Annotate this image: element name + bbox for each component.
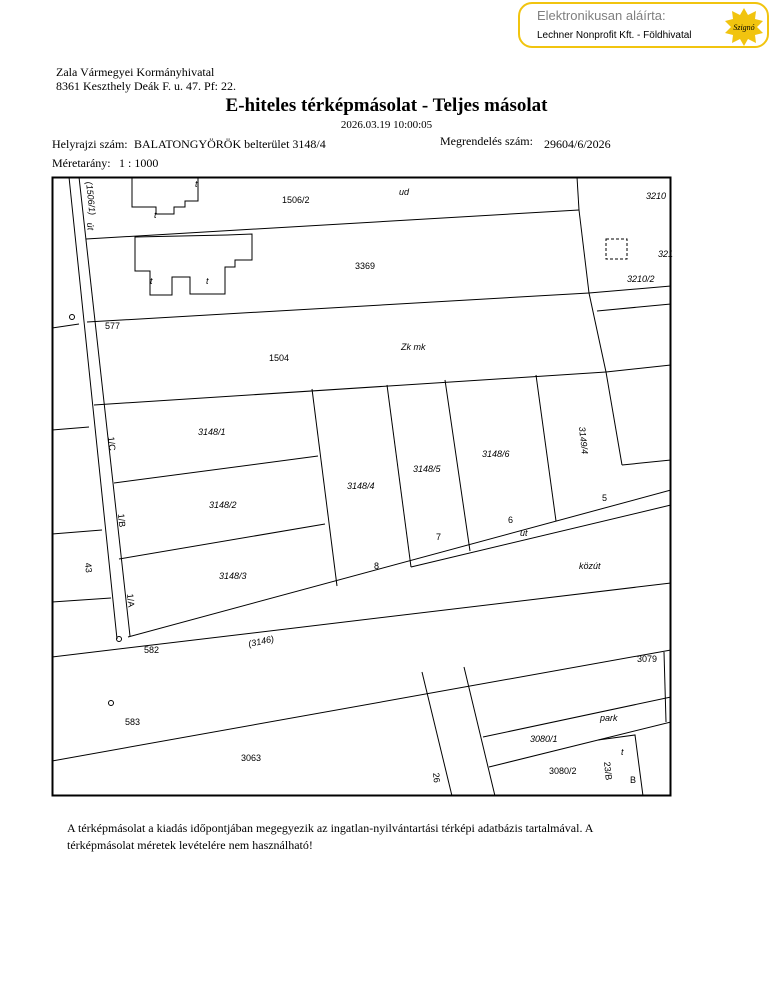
survey-marker-icon bbox=[117, 637, 122, 642]
land-use-label-park: park bbox=[600, 713, 618, 723]
survey-marker-icon bbox=[70, 315, 75, 320]
parcel-number-value: BALATONGYÖRÖK belterület 3148/4 bbox=[134, 137, 326, 151]
office-address: 8361 Keszthely Deák F. u. 47. Pf: 22. bbox=[56, 79, 237, 93]
building-outline bbox=[606, 239, 627, 259]
parcel-label-3080-2: 3080/2 bbox=[549, 766, 577, 776]
parcel-label-3148-5: 3148/5 bbox=[413, 464, 441, 474]
parcel-label-3148-3: 3148/3 bbox=[219, 571, 247, 581]
land-use-label-ud: ud bbox=[399, 187, 410, 197]
scale-value: 1 : 1000 bbox=[119, 156, 159, 170]
parcel-number-label: Helyrajzi szám: bbox=[52, 137, 128, 151]
house-number-5: 5 bbox=[602, 493, 608, 503]
parcel-label-3148-1: 3148/1 bbox=[198, 427, 226, 437]
parcel-label-577: 577 bbox=[105, 321, 121, 331]
parcel-label-3210-2: 3210/2 bbox=[627, 274, 655, 284]
parcel-label-3148-6: 3148/6 bbox=[482, 449, 510, 459]
parcel-label-3080-1: 3080/1 bbox=[530, 734, 558, 744]
office-name: Zala Vármegyei Kormányhivatal bbox=[56, 65, 215, 79]
building-type-t: t bbox=[150, 276, 153, 286]
building-outline bbox=[135, 234, 252, 295]
e-signature-box bbox=[518, 2, 769, 48]
road-label-kozut: közút bbox=[579, 561, 601, 571]
road-label-1506-1: (1506/1) bbox=[84, 181, 98, 216]
document-title: E-hiteles térképmásolat - Teljes másolat bbox=[225, 95, 548, 116]
parcel-label-3149-4: 3149/4 bbox=[577, 426, 590, 455]
parcel-label-3063: 3063 bbox=[241, 753, 262, 763]
survey-marker-icon bbox=[109, 701, 114, 706]
seal-text: Szignó bbox=[733, 23, 755, 32]
house-number-1a: 1/A bbox=[125, 593, 137, 608]
scale-label: Méretarány: bbox=[52, 156, 111, 170]
order-number-label: Megrendelés szám: bbox=[440, 134, 533, 148]
building-type-t: t bbox=[195, 179, 198, 189]
land-use-label-zk-mk: Zk mk bbox=[401, 342, 426, 352]
signature-title: Elektronikusan aláírta: bbox=[537, 8, 666, 23]
cadastral-map bbox=[52, 177, 674, 796]
parcel-label-3146: (3146) bbox=[247, 633, 275, 649]
parcel-label-3210: 3210 bbox=[646, 191, 667, 201]
house-number-6: 6 bbox=[508, 515, 514, 525]
building-label-b: B bbox=[630, 775, 637, 785]
road-label-ut: út bbox=[85, 222, 96, 231]
disclaimer-note: A térképmásolat a kiadás időpontjában megegyezik az ingatlan-nyilvántartási térképi adatbázis tartalmával. A térképmásolat méretek levételére nem használható! bbox=[67, 821, 593, 852]
house-number-8: 8 bbox=[374, 561, 380, 571]
house-number-23b: 23/B bbox=[602, 761, 614, 781]
parcel-label-582: 582 bbox=[144, 645, 160, 655]
signature-issuer: Lechner Nonprofit Kft. - Földhivatal bbox=[537, 30, 692, 41]
parcel-label-321: 321 bbox=[658, 249, 674, 259]
road-label-ut-service: út bbox=[520, 528, 528, 538]
parcel-label-3079: 3079 bbox=[637, 654, 658, 664]
house-number-43: 43 bbox=[83, 562, 95, 574]
parcel-label-1504: 1504 bbox=[269, 353, 290, 363]
building-type-t: t bbox=[206, 276, 209, 286]
parcel-label-583: 583 bbox=[125, 717, 141, 727]
issue-datetime: 2026.03.19 10:00:05 bbox=[340, 119, 433, 131]
house-number-1c: 1/C bbox=[106, 436, 118, 452]
order-number-value: 29604/6/2026 bbox=[544, 137, 611, 151]
parcel-label-3148-4: 3148/4 bbox=[347, 481, 375, 491]
parcel-label-3369: 3369 bbox=[355, 261, 376, 271]
house-number-26: 26 bbox=[431, 772, 443, 784]
seal-icon bbox=[724, 7, 764, 47]
parcel-label-1506-2: 1506/2 bbox=[282, 195, 310, 205]
house-number-7: 7 bbox=[436, 532, 442, 542]
parcel-label-3148-2: 3148/2 bbox=[209, 500, 237, 510]
house-number-1b: 1/B bbox=[116, 513, 128, 528]
building-outline bbox=[132, 177, 198, 214]
building-type-t: t bbox=[154, 210, 157, 220]
building-type-t: t bbox=[621, 747, 624, 757]
